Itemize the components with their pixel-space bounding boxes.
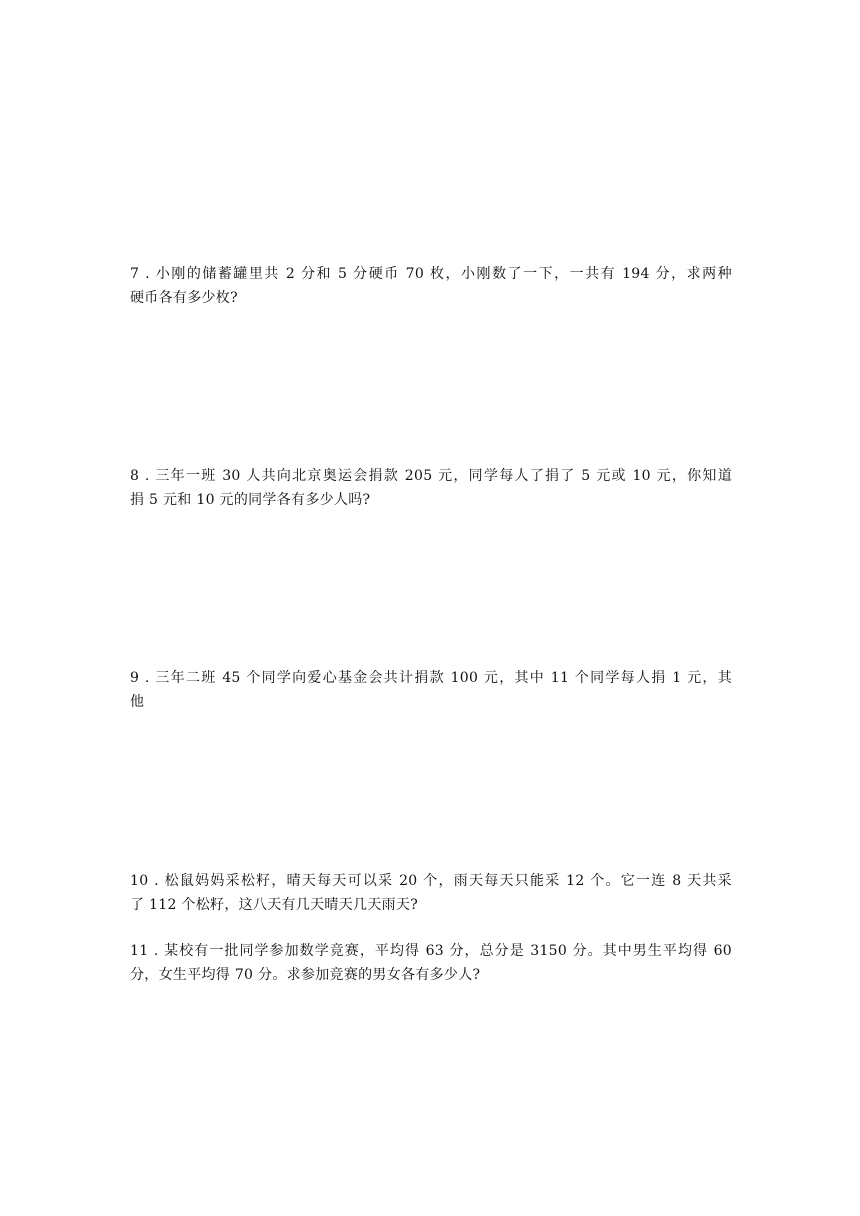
problem-line: 他 <box>130 694 145 710</box>
problem-line: 硬币各有多少枚? <box>130 290 238 306</box>
problem-line: 9 . 三年二班 45 个同学向爱心基金会共计捐款 100 元，其中 11 个同学每人捐 1 元，其 <box>130 670 732 686</box>
problem-8 <box>130 464 732 512</box>
problem-line: 11 . 某校有一批同学参加数学竞赛，平均得 63 分，总分是 3150 分。其中男生平均得 60 <box>130 943 732 959</box>
problem-9 <box>130 666 732 714</box>
problem-line: 分，女生平均得 70 分。求参加竞赛的男女各有多少人? <box>130 967 481 983</box>
problem-line: 了 112 个松籽，这八天有几天晴天几天雨天? <box>130 897 419 913</box>
problem-line: 10 . 松鼠妈妈采松籽，晴天每天可以采 20 个，雨天每天只能采 12 个。它一连 8 天共采 <box>130 873 732 889</box>
problem-line: 7 . 小刚的储蓄罐里共 2 分和 5 分硬币 70 枚，小刚数了一下，一共有 194 分，求两种 <box>130 266 732 282</box>
problem-line: 捐 5 元和 10 元的同学各有多少人吗? <box>130 492 371 508</box>
problem-10 <box>130 869 732 917</box>
problem-line: 8 . 三年一班 30 人共向北京奥运会捐款 205 元，同学每人了捐了 5 元或 10 元，你知道 <box>130 468 732 484</box>
problem-11 <box>130 939 732 987</box>
problem-7 <box>130 262 732 310</box>
